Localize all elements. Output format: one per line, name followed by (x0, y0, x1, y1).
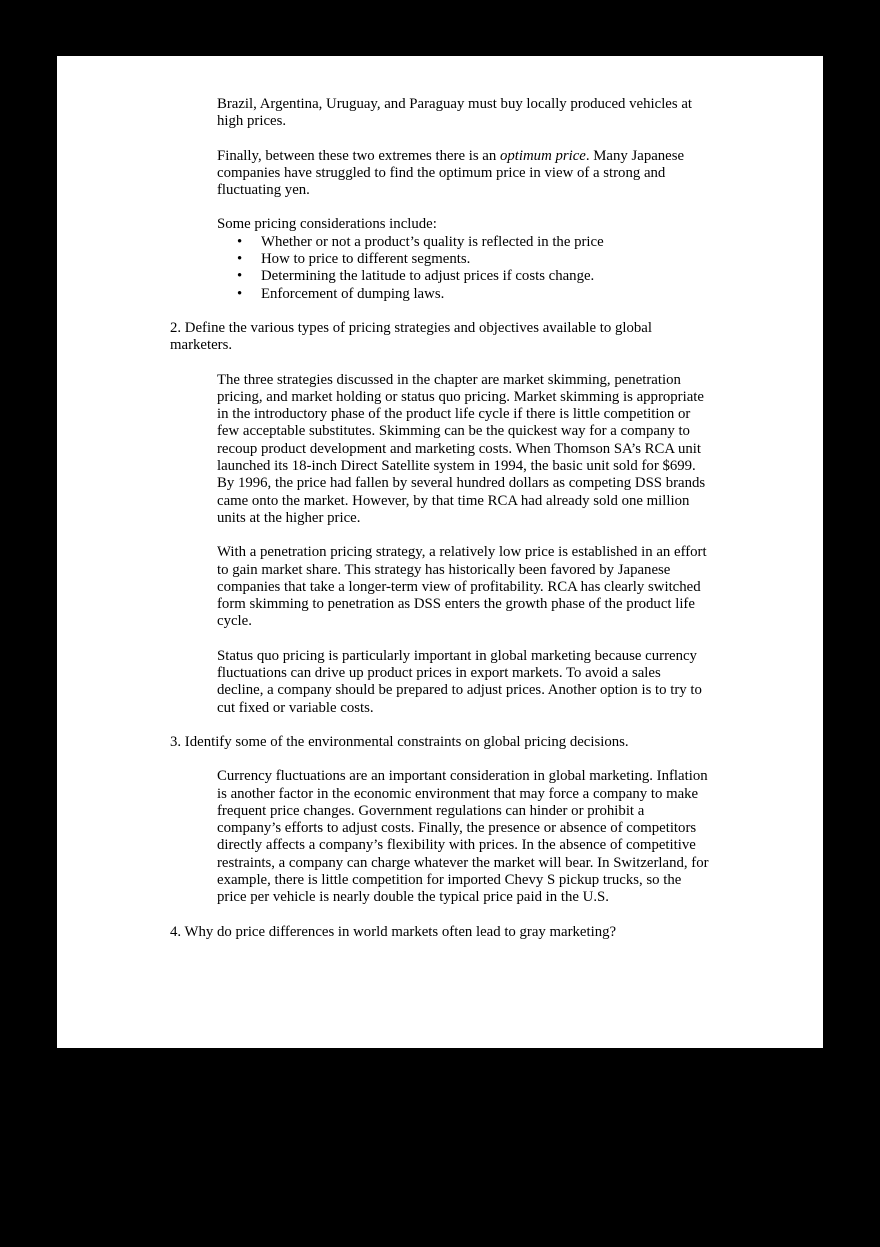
question-4: 4. Why do price differences in world markets often lead to gray marketing? (170, 923, 617, 940)
paragraph-text: Finally, between these two extremes there is an (217, 147, 500, 164)
question-2-answer-3: Status quo pricing is particularly important in global marketing because currency fluctuations can drive up product prices in export markets. To avoid a sales decline, a company should be prepared to adjust prices. Another option is to try to cut fixed or variable costs. (217, 647, 702, 716)
paragraph-text: . Many Japanese companies have struggled to find the optimum price in view of a strong and fluctuating yen. (217, 147, 685, 199)
list-item (217, 286, 709, 303)
bullet-icon: • (237, 233, 243, 250)
italic-term: optimum price (499, 147, 586, 164)
bullet-text: Enforcement of dumping laws. (261, 285, 445, 302)
intro-paragraph-2 (217, 148, 709, 200)
question-3-answer-1: Currency fluctuations are an important consideration in global marketing. Inflation is another factor in the economic environment that may force a company to make frequent price changes. Government regulations can hinder or prohibit a company’s efforts to adjust costs. Finally, the presence or absence of competitors directly affects a company’s flexibility with prices. In the absence of competitive restraints, a company can charge whatever the market will bear. In Switzerland, for example, there is little competition for imported Chevy S pickup trucks, so the price per vehicle is nearly double the typical price paid in the U.S. (217, 768, 709, 906)
list-item (217, 251, 709, 268)
considerations-list (217, 234, 709, 303)
bullet-text: Whether or not a product’s quality is reflected in the price (261, 233, 604, 250)
bullet-icon: • (237, 251, 243, 268)
document-page (57, 56, 823, 1048)
question-3: 3. Identify some of the environmental constraints on global pricing decisions. (170, 733, 629, 750)
list-item (217, 268, 709, 285)
question-2-answer-1: The three strategies discussed in the chapter are market skimming, penetration pricing, and market holding or status quo pricing. Market skimming is appropriate in the introductory phase of the product life cycle if there is little competition or few acceptable substitutes. Skimming can be the quickest way for a company to recoup product development and marketing costs. When Thomson SA’s RCA unit launched its 18-inch Direct Satellite system in 1994, the basic unit sold for $699. By 1996, the price had fallen by several hundred dollars as competing DSS brands came onto the market. However, by that time RCA had already sold one million units at the higher price. (217, 371, 706, 526)
list-item (217, 234, 709, 251)
question-2: 2. Define the various types of pricing strategies and objectives available to global marketers. (170, 319, 652, 354)
intro-paragraph-1: Brazil, Argentina, Uruguay, and Paraguay must buy locally produced vehicles at high prices. (217, 96, 693, 130)
bullet-text: How to price to different segments. (261, 251, 471, 268)
bullet-icon: • (237, 285, 243, 302)
considerations-intro: Some pricing considerations include: (217, 216, 437, 233)
bullet-text: Determining the latitude to adjust prices if costs change. (261, 268, 595, 285)
question-2-answer-2: With a penetration pricing strategy, a relatively low price is established in an effort to gain market share. This strategy has historically been favored by Japanese companies that take a longer-term view of profitability. RCA has clearly switched form skimming to penetration as DSS enters the growth phase of the product life cycle. (217, 544, 707, 630)
bullet-icon: • (237, 268, 243, 285)
